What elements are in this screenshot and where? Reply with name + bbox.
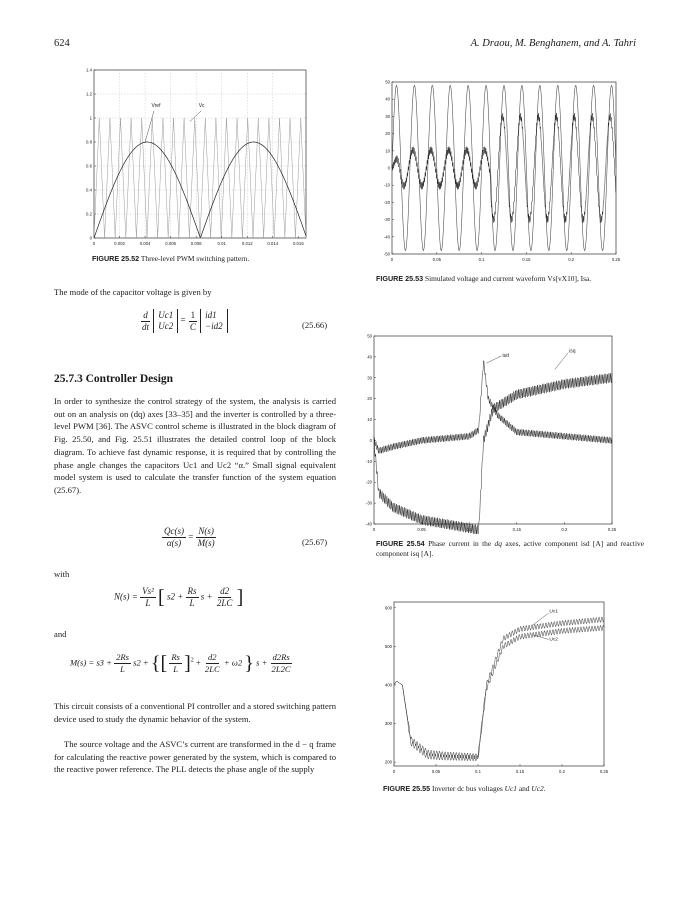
caption-label: FIGURE 25.54 (376, 539, 425, 548)
y-tick-label: 600 (384, 605, 392, 611)
x-tick-label: 0.006 (165, 241, 177, 246)
y-tick-label: -10 (365, 458, 372, 464)
x-tick-label: 0 (372, 527, 376, 532)
running-authors: A. Draou, M. Benghanem, and A. Tahri (470, 38, 636, 49)
figure-25-52-caption (92, 254, 322, 264)
figure-25-54-caption (376, 539, 644, 559)
y-tick-label: -20 (383, 199, 390, 205)
y-tick-label: -30 (365, 500, 372, 506)
caption-and: and (518, 784, 530, 793)
eq66-dt: dt (142, 321, 150, 332)
x-tick-label: 0.15 (515, 769, 525, 774)
eq66-id1: id1 (205, 310, 217, 320)
x-tick-label: 0.1 (475, 769, 481, 774)
y-tick-label: 20 (385, 131, 390, 137)
equation-25-67-number: (25.67) (302, 537, 328, 547)
figure-25-55-caption (383, 784, 673, 794)
series-vc-carrier (94, 118, 306, 238)
y-tick-label: 500 (384, 643, 392, 649)
eq67-rhs-num: N(s) (198, 526, 214, 536)
ns-coef-den: L (145, 598, 151, 608)
series-Uc2 (394, 625, 604, 761)
y-tick-label: 1 (89, 115, 92, 121)
caption-label: FIGURE 25.52 (92, 254, 140, 263)
y-tick-label: 1.4 (86, 67, 92, 73)
square-exponent: 2 (190, 657, 194, 664)
caption-uc2: Uc2. (531, 784, 546, 793)
label-isd: isd (502, 352, 509, 359)
ns-coef-num: Vs² (142, 586, 154, 596)
brace-close: } (244, 652, 254, 675)
figure-25-53-chart (372, 76, 622, 268)
eq67-rhs-den: M(s) (197, 538, 215, 548)
series-isa (392, 113, 616, 223)
x-tick-label: 0 (392, 769, 396, 774)
brace-open: { (150, 652, 161, 675)
x-tick-label: 0.2 (568, 257, 575, 262)
eq66-i-vector (200, 309, 228, 333)
intro-line: The mode of the capacitor voltage is given by (54, 287, 212, 297)
x-tick-label: 0.25 (611, 257, 621, 262)
y-tick-label: 50 (367, 333, 372, 339)
ms-c-num: d2 (208, 652, 217, 662)
y-tick-label: 1.2 (86, 91, 92, 97)
ms-b-num: Rs (171, 652, 180, 662)
x-tick-label: 0.016 (292, 241, 304, 246)
x-tick-label: 0.002 (114, 241, 125, 246)
ns-rs-den: L (189, 598, 195, 608)
series-vs (392, 85, 616, 250)
ms-d-num: d2Rs (272, 652, 290, 662)
series-Uc1 (394, 617, 604, 759)
y-tick-label: 300 (384, 721, 392, 727)
y-tick-label: 0 (89, 235, 92, 241)
paragraph-pi-controller: This circuit consists of a conventional PI controller and a stored switching pattern device used to study the dynamic behavior of the system. (54, 701, 336, 724)
section-title: 25.7.3 Controller Design (54, 373, 174, 385)
plot-frame (394, 602, 604, 766)
x-tick-label: 0 (390, 257, 394, 262)
ms-splus: s + (256, 657, 268, 668)
y-tick-label: 0.4 (86, 187, 92, 193)
label-vc-leader (190, 111, 201, 122)
x-tick-label: 0.2 (561, 527, 568, 532)
equation-m-s: M(s) = s3 + $\frac{2Rs}{L}$ s2 + {[ $\frac{Rs}{L}$ ]$^2$ + $\frac{d2}{2LC}$ + ω2 } s + $\frac{d2Rs}{2L2C}$ (70, 652, 291, 675)
y-tick-label: 20 (367, 396, 372, 402)
eq66-d: d (143, 309, 148, 320)
paragraph-controller-design: In order to synthesize the control strategy of the system, the analysis is carried out on an analysis on (dq) axes [33–35] and the inverter is controlled by a three-level PWM [36]. The ASVC control scheme is illustrated in the block diagram of Fig. 25.50, and Fig. 25.51 illustrates the detailed control loop of the block diagram. To achieve fast dynamic response, it is required that by controlling the phase angle changes the capacitors Uc1 and Uc2 “α.” Small signal equivalent model system is used to calculate the transfer function of the system equation (25.67). (54, 396, 336, 495)
x-tick-label: 0.014 (267, 241, 279, 246)
y-tick-label: -30 (383, 217, 390, 223)
bracket-close: ] (184, 652, 191, 675)
y-tick-label: 30 (367, 375, 372, 381)
ms-c-den: 2LC (204, 664, 220, 674)
bracket-open: [ (160, 652, 168, 675)
x-tick-label: 0.25 (607, 527, 617, 532)
figure-25-55-chart (372, 596, 612, 778)
equation-25-66-number: (25.66) (302, 320, 328, 330)
y-tick-label: 400 (384, 682, 392, 688)
figure-25-52-chart (82, 64, 312, 252)
x-tick-label: 0.1 (466, 527, 473, 532)
ms-b-den: L (173, 664, 178, 674)
paragraph-source-voltage: The source voltage and the ASVC’s current are transformed in the d − q frame for calculating the reactive power generated by the system, which is compared to the reactive power reference. The PLL detects the phase angle of the supply (54, 739, 336, 775)
label-vref: Vref (151, 103, 161, 110)
x-tick-label: 0.05 (417, 527, 426, 532)
and-label: and (54, 629, 67, 639)
caption-text-1: Phase current in the (428, 539, 492, 548)
y-tick-label: 0 (369, 437, 372, 443)
equation-25-66: $\frac{d}{dt}$ Uc1 Uc2 = $\frac{1}{C}$ id1 −id2 (140, 309, 228, 333)
with-label: with (54, 569, 70, 579)
figure-25-54-chart (362, 330, 624, 534)
y-tick-label: 40 (385, 96, 390, 102)
plot-frame (94, 70, 306, 238)
y-tick-label: -50 (383, 251, 390, 257)
plot-frame (374, 336, 612, 524)
bracket-close: ] (236, 586, 244, 609)
eq66-uc1: Uc1 (158, 310, 174, 320)
ms-lhs: M(s) = s3 + (70, 657, 112, 668)
ms-a-den: L (120, 664, 125, 674)
label-isq-leader (555, 353, 568, 370)
caption-text: Three-level PWM switching pattern. (140, 254, 250, 263)
y-tick-label: 30 (385, 113, 390, 119)
label-vc: Vc (198, 103, 205, 110)
eq66-id2: −id2 (205, 321, 223, 331)
y-tick-label: 0 (387, 165, 390, 171)
eq66-u-vector (153, 309, 178, 333)
y-tick-label: 50 (385, 79, 390, 85)
ns-term2: s + (200, 591, 213, 602)
x-tick-label: 0.05 (432, 257, 441, 262)
x-tick-label: 0.15 (522, 257, 531, 262)
ms-a-num: 2Rs (116, 652, 129, 662)
x-tick-label: 0 (92, 241, 96, 246)
eq66-one: 1 (190, 309, 196, 320)
ms-w2: + ω2 (223, 657, 243, 668)
x-tick-label: 0.1 (478, 257, 485, 262)
y-tick-label: -20 (365, 479, 372, 485)
eq67-lhs-den: α(s) (166, 538, 182, 548)
y-tick-label: 0.2 (86, 211, 92, 217)
ns-d2-num: d2 (220, 586, 230, 596)
x-tick-label: 0.15 (512, 527, 521, 532)
y-tick-label: -10 (383, 182, 390, 188)
equation-25-67: $\frac{Qc(s)}{\alpha(s)}$ = $\frac{N(s)}{M(s)}$ (164, 526, 215, 548)
label-isd-leader (486, 356, 501, 363)
caption-label: FIGURE 25.55 (383, 784, 431, 793)
figure-25-53-caption (376, 274, 676, 284)
y-tick-label: 0.6 (86, 163, 92, 169)
ns-d2-den: 2LC (216, 598, 233, 608)
label-isq: isq (569, 348, 576, 355)
y-tick-label: 10 (367, 417, 372, 423)
y-tick-label: 10 (385, 148, 390, 154)
x-tick-label: 0.004 (139, 241, 151, 246)
page-number: 624 (54, 38, 70, 49)
x-tick-label: 0.008 (190, 241, 202, 246)
x-tick-label: 0.2 (559, 769, 565, 774)
y-tick-label: 0.8 (86, 139, 92, 145)
eq67-lhs-num: Qc(s) (164, 526, 184, 536)
label-uc2: Uc2 (549, 637, 558, 643)
series-isq (374, 373, 612, 534)
bracket-open: [ (158, 586, 165, 609)
ns-term1: s2 + (166, 591, 184, 602)
caption-uc1: Uc1 (504, 784, 517, 793)
y-tick-label: 200 (384, 759, 392, 765)
y-tick-label: -40 (383, 234, 390, 240)
y-tick-label: 40 (367, 354, 372, 360)
ns-rs-num: Rs (187, 586, 197, 596)
caption-label: FIGURE 25.53 (376, 274, 424, 283)
y-tick-label: -40 (365, 521, 372, 527)
caption-text: Simulated voltage and current waveform Vs[vX10], Isa. (425, 274, 592, 283)
equation-n-s (114, 586, 243, 609)
caption-text: Inverter dc bus voltages (432, 784, 503, 793)
ns-lhs: N(s) = (114, 591, 138, 602)
caption-text-2: axes, active component isd [A] and reactive component isq [A]. (376, 539, 644, 558)
x-tick-label: 0.012 (241, 241, 253, 246)
label-uc1: Uc1 (549, 609, 558, 615)
x-tick-label: 0.05 (431, 769, 441, 774)
eq66-c: C (189, 321, 196, 332)
ms-d-den: 2L2C (271, 664, 291, 674)
x-tick-label: 0.25 (599, 769, 609, 774)
eq66-uc2: Uc2 (158, 321, 174, 331)
x-tick-label: 0.01 (217, 241, 226, 246)
ms-s2plus: s2 + (133, 657, 149, 668)
caption-dq: dq (494, 539, 502, 548)
